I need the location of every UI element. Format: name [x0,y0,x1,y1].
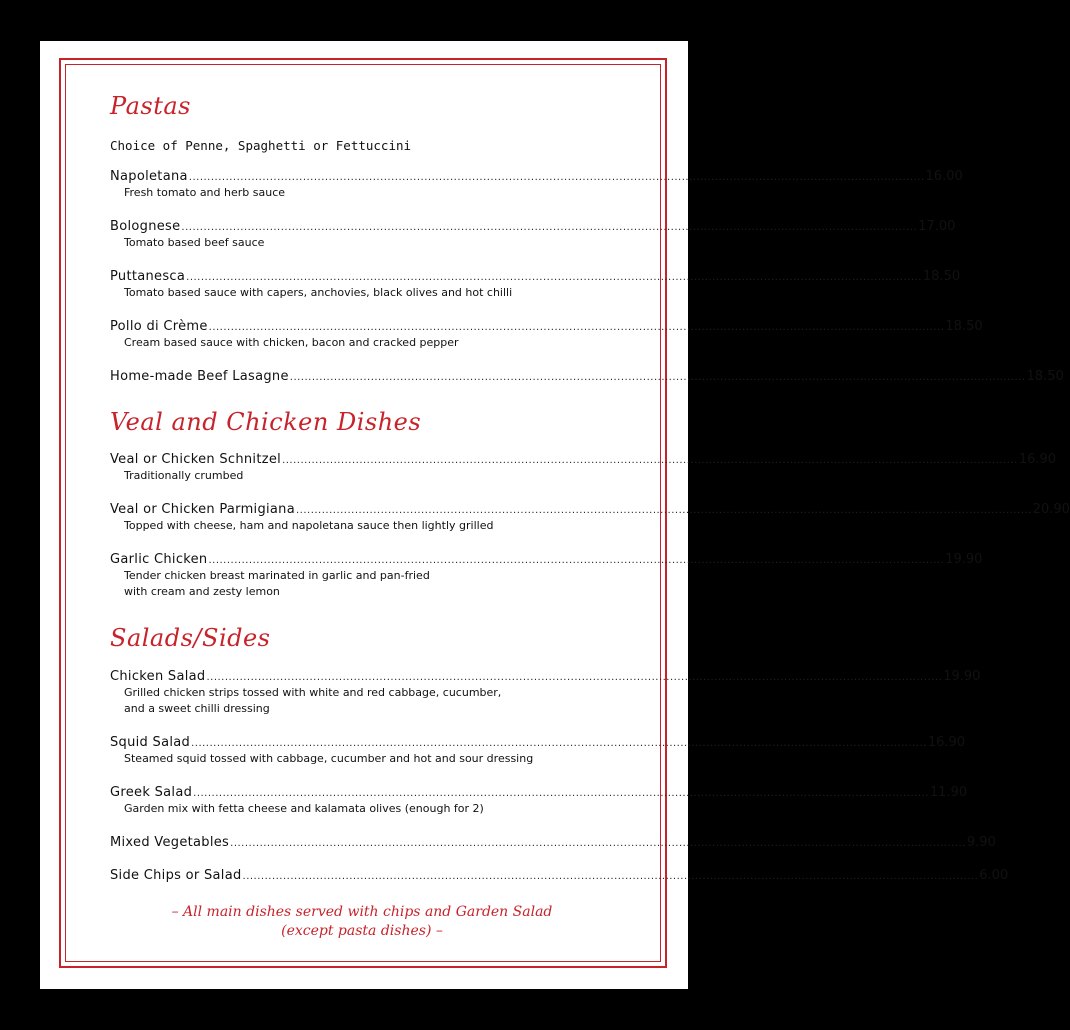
menu-item [110,551,983,600]
leader-dots: ........................................................................................................................................................................................................ [295,505,1032,516]
item-name: Chicken Salad [110,669,206,684]
item-description: Garden mix with fetta cheese and kalamata olives (enough for 2) [124,802,484,815]
menu-item [110,368,1064,385]
leader-dots: ........................................................................................................................................................................................................ [191,738,927,749]
item-price: 18.50 [1026,369,1064,384]
item-price: 18.50 [945,319,983,334]
section-title-veal-chicken: Veal and Chicken Dishes [110,408,422,436]
leader-dots: ........................................................................................................................................................................................................ [282,455,1018,466]
item-price: 20.90 [1032,502,1070,517]
footer-line: (except pasta dishes) – [281,923,443,939]
item-price: 16.90 [927,735,966,750]
item-description: Steamed squid tossed with cabbage, cucumber and hot and sour dressing [124,752,534,765]
item-name: Napoletana [110,169,188,184]
item-name: Greek Salad [110,785,193,800]
item-price: 19.90 [943,669,981,684]
item-price: 6.00 [979,868,1009,883]
item-description: Fresh tomato and herb sauce [124,186,286,199]
item-name: Garlic Chicken [110,552,208,567]
menu-item [110,451,1057,484]
leader-dots: ........................................................................................................................................................................................................ [208,555,945,566]
item-price: 17.00 [918,219,956,234]
item-description: Grilled chicken strips tossed with white and red cabbage, cucumber, [124,686,502,699]
leader-dots: ........................................................................................................................................................................................................ [181,222,918,233]
item-description: Tender chicken breast marinated in garlic and pan-fried [124,569,430,582]
leader-dots: ........................................................................................................................................................................................................ [193,788,929,799]
item-price: 11.90 [929,785,968,800]
menu-footer-note [110,903,614,941]
item-name: Squid Salad [110,735,191,750]
item-price: 19.90 [945,552,983,567]
menu-item [110,501,1070,534]
menu-item [110,668,981,717]
item-name: Veal or Chicken Schnitzel [110,452,282,467]
item-price: 16.00 [925,169,963,184]
menu-item [110,834,996,851]
item-description: Tomato based sauce with capers, anchovies, black olives and hot chilli [124,286,513,299]
leader-dots: ........................................................................................................................................................................................................ [206,672,943,683]
section-subtitle-pastas: Choice of Penne, Spaghetti or Fettuccini [110,138,412,153]
item-price: 9.90 [966,835,996,850]
item-name: Veal or Chicken Parmigiana [110,502,295,517]
section-title-pastas: Pastas [110,92,191,120]
footer-line: – All main dishes served with chips and Garden Salad [171,904,553,920]
item-name: Puttanesca [110,269,186,284]
item-name: Side Chips or Salad [110,868,242,883]
leader-dots: ........................................................................................................................................................................................................ [186,272,922,283]
section-title-salads-sides: Salads/Sides [110,624,271,652]
leader-dots: ........................................................................................................................................................................................................ [289,372,1026,383]
item-name: Home-made Beef Lasagne [110,369,289,384]
item-price: 16.90 [1018,452,1057,467]
menu-item [110,784,968,817]
item-description: Topped with cheese, ham and napoletana sauce then lightly grilled [124,519,494,532]
item-price: 18.50 [922,269,961,284]
item-description: with cream and zesty lemon [124,585,280,598]
leader-dots: ........................................................................................................................................................................................................ [242,871,979,882]
leader-dots: ........................................................................................................................................................................................................ [208,322,945,333]
menu-item [110,734,966,767]
leader-dots: ........................................................................................................................................................................................................ [230,838,966,849]
item-name: Mixed Vegetables [110,835,230,850]
item-description: Tomato based beef sauce [124,236,265,249]
menu-item [110,218,956,251]
menu-item [110,268,961,301]
item-name: Bolognese [110,219,181,234]
item-description: Traditionally crumbed [124,469,244,482]
menu-item [110,168,963,201]
item-description: Cream based sauce with chicken, bacon and cracked pepper [124,336,459,349]
leader-dots: ........................................................................................................................................................................................................ [188,172,925,183]
item-name: Pollo di Crème [110,319,208,334]
menu-item [110,867,1009,884]
menu-item [110,318,983,351]
item-description: and a sweet chilli dressing [124,702,270,715]
